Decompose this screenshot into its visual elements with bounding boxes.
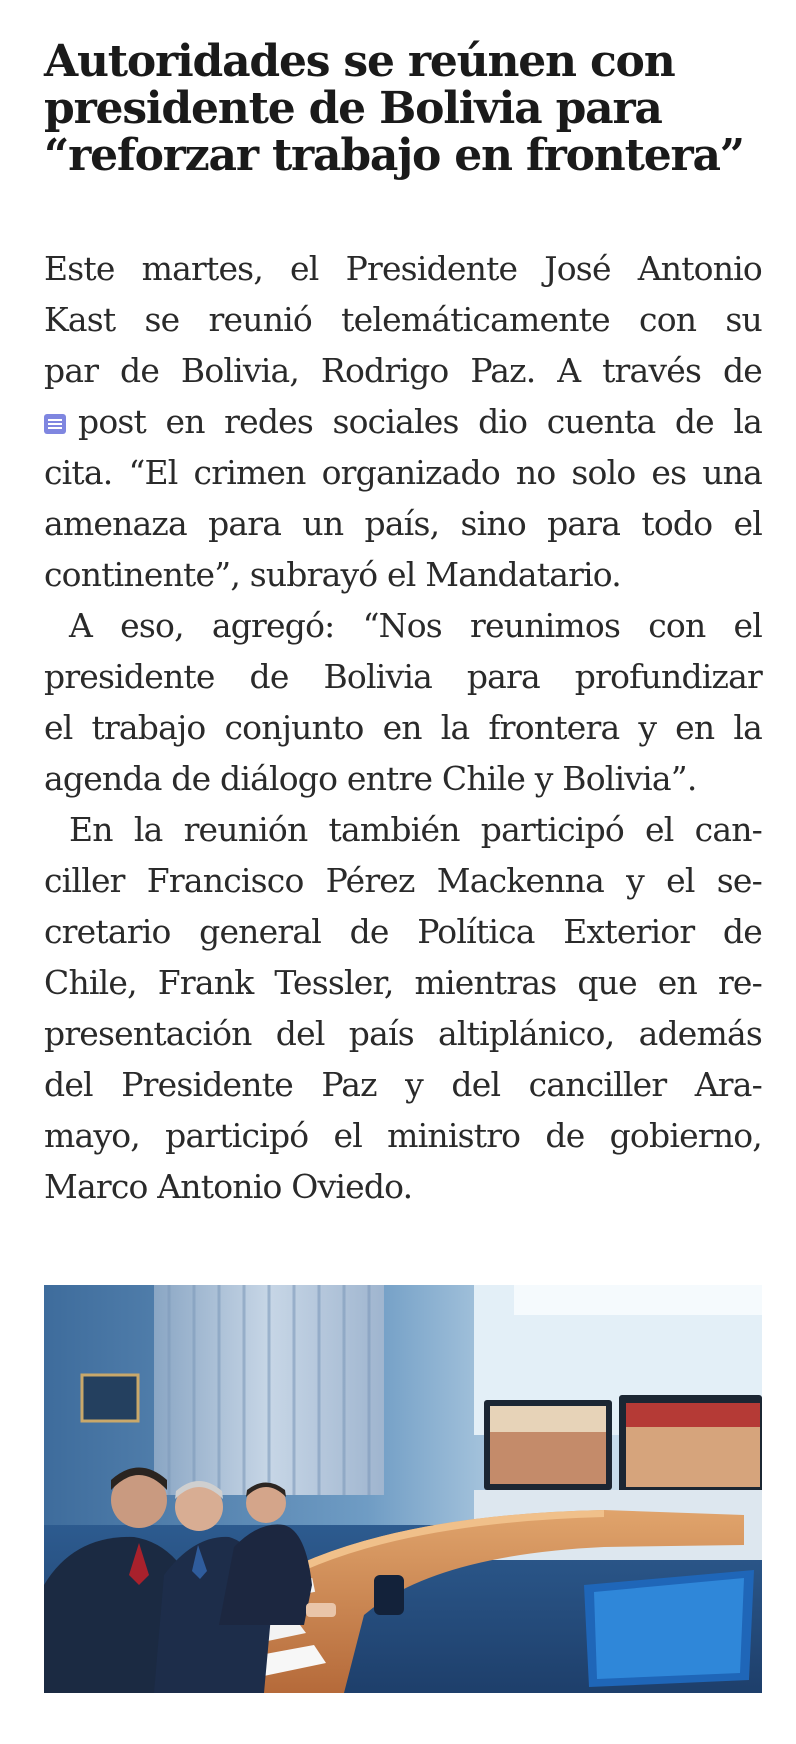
paragraph-1 <box>44 243 762 600</box>
body-line: Marco Antonio Oviedo. <box>44 1167 413 1206</box>
body-line: ciller Francisco Pérez Mackenna y el se- <box>44 861 762 900</box>
paragraph-3 <box>44 804 762 1212</box>
body-line: amenaza para un país, sino para todo el <box>44 504 762 543</box>
body-line: cretario general de Política Exterior de <box>44 912 762 951</box>
body-line: del Presidente Paz y del canciller Ara- <box>44 1065 762 1104</box>
body-line: A eso, agregó: “Nos reunimos con el <box>69 606 762 645</box>
headline-line: presidente de Bolivia para <box>44 83 662 134</box>
headline-line: Autoridades se reúnen con <box>44 36 675 87</box>
article-body <box>44 243 762 1212</box>
body-line: el trabajo conjunto en la frontera y en la <box>44 708 762 747</box>
body-line: Kast se reunió telemáticamente con su <box>44 300 762 339</box>
post-icon <box>44 414 66 434</box>
body-line-text: post en redes sociales dio cuenta de la <box>78 402 762 441</box>
headline <box>44 38 762 179</box>
meeting-photo <box>44 1285 762 1693</box>
headline-line: “reforzar trabajo en frontera” <box>44 130 744 181</box>
body-line: cita. “El crimen organizado no solo es una <box>44 453 762 492</box>
body-line: presentación del país altiplánico, además <box>44 1014 762 1053</box>
body-line: En la reunión también participó el can- <box>69 810 762 849</box>
body-line: agenda de diálogo entre Chile y Bolivia”. <box>44 759 697 798</box>
body-line: par de Bolivia, Rodrigo Paz. A través de <box>44 351 762 390</box>
body-line: mayo, participó el ministro de gobierno, <box>44 1116 762 1155</box>
paragraph-2 <box>44 600 762 804</box>
article-photo <box>44 1285 762 1693</box>
body-line: continente”, subrayó el Mandatario. <box>44 555 621 594</box>
body-line-with-icon <box>44 396 762 447</box>
body-line: presidente de Bolivia para profundizar <box>44 657 762 696</box>
body-line: Chile, Frank Tessler, mientras que en re- <box>44 963 762 1002</box>
body-line: Este martes, el Presidente José Antonio <box>44 249 762 288</box>
